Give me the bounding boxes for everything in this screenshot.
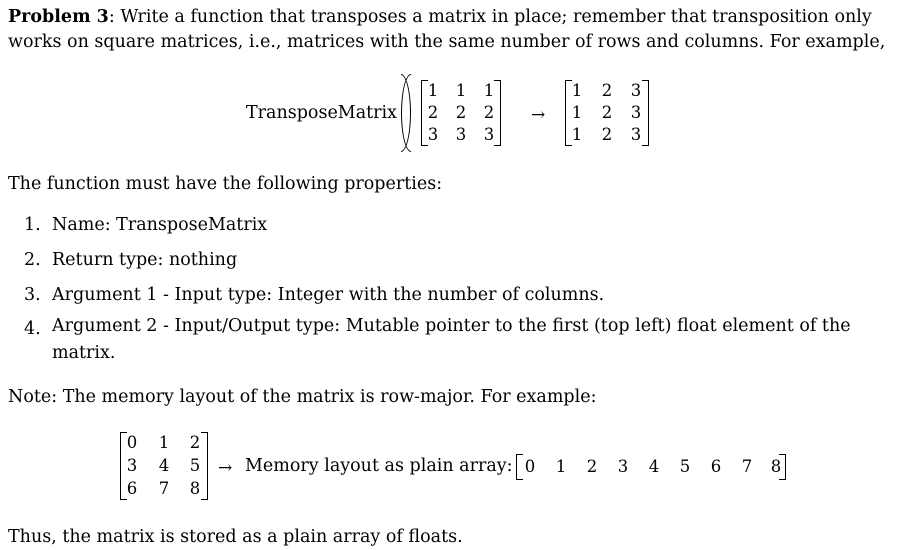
matrix-cell: 6	[126, 479, 138, 498]
matrix-cell: 3	[630, 103, 642, 122]
layout-caption: Memory layout as plain array:	[245, 456, 513, 476]
array-element: 7	[741, 457, 753, 476]
matrix-cell: 1	[483, 81, 495, 100]
matrix-cell: 3	[427, 125, 439, 144]
list-text: Argument 1 - Input type: Integer with the number of columns.	[52, 285, 605, 305]
list-number: 3.	[24, 285, 41, 305]
matrix-cell: 1	[571, 103, 583, 122]
array-element: 3	[617, 457, 629, 476]
matrix-cell: 2	[601, 103, 613, 122]
matrix-cell: 3	[630, 81, 642, 100]
matrix-cell: 3	[483, 125, 495, 144]
plain-array	[516, 454, 786, 480]
matrix-cell: 1	[427, 81, 439, 100]
matrix-cell: 1	[158, 433, 170, 452]
matrix-cell: 5	[189, 456, 201, 475]
matrix-cell: 3	[630, 125, 642, 144]
matrix-cell: 3	[455, 125, 467, 144]
function-name: TransposeMatrix	[246, 103, 398, 123]
matrix-cell: 2	[427, 103, 439, 122]
matrix-cell: 1	[571, 125, 583, 144]
matrix-cell: 7	[158, 479, 170, 498]
properties-heading: The function must have the following properties:	[8, 174, 443, 194]
input-matrix	[421, 80, 501, 146]
list-number: 2.	[24, 250, 41, 270]
array-element: 4	[648, 457, 660, 476]
matrix-cell: 0	[126, 433, 138, 452]
matrix-cell: 4	[158, 456, 170, 475]
matrix-cell: 3	[126, 456, 138, 475]
output-matrix	[565, 80, 649, 146]
array-element: 5	[679, 457, 691, 476]
problem-intro: : Write a function that transposes a matrix in place; remember that transposition only works on square matrices, i.e., matrices with the same number of rows and columns. For example,	[8, 7, 886, 53]
transform-arrow: →	[531, 105, 546, 125]
problem-statement	[8, 5, 896, 56]
array-element: 0	[524, 457, 536, 476]
matrix-cell: 2	[455, 103, 467, 122]
matrix-cell: 2	[601, 125, 613, 144]
problem-label: Problem 3	[8, 7, 109, 27]
conclusion-text: Thus, the matrix is stored as a plain array of floats.	[8, 527, 463, 547]
list-text: Return type: nothing	[52, 250, 238, 270]
list-number: 4.	[24, 319, 41, 339]
list-text: Name: TransposeMatrix	[52, 215, 268, 235]
list-text: Argument 2 - Input/Output type: Mutable pointer to the first (top left) float element of the matrix.	[52, 316, 851, 363]
matrix-cell: 2	[483, 103, 495, 122]
array-element: 1	[555, 457, 567, 476]
array-element: 6	[710, 457, 722, 476]
list-number: 1.	[24, 215, 41, 235]
input-matrix-parens	[401, 74, 519, 152]
matrix-cell: 1	[571, 81, 583, 100]
array-element: 2	[586, 457, 598, 476]
matrix-cell: 2	[601, 81, 613, 100]
note-text: Note: The memory layout of the matrix is row-major. For example:	[8, 387, 597, 407]
matrix-cell: 1	[455, 81, 467, 100]
matrix-cell: 2	[189, 433, 201, 452]
layout-matrix	[120, 432, 208, 500]
array-element: 8	[770, 457, 782, 476]
layout-arrow: →	[218, 458, 233, 478]
matrix-cell: 8	[189, 479, 201, 498]
